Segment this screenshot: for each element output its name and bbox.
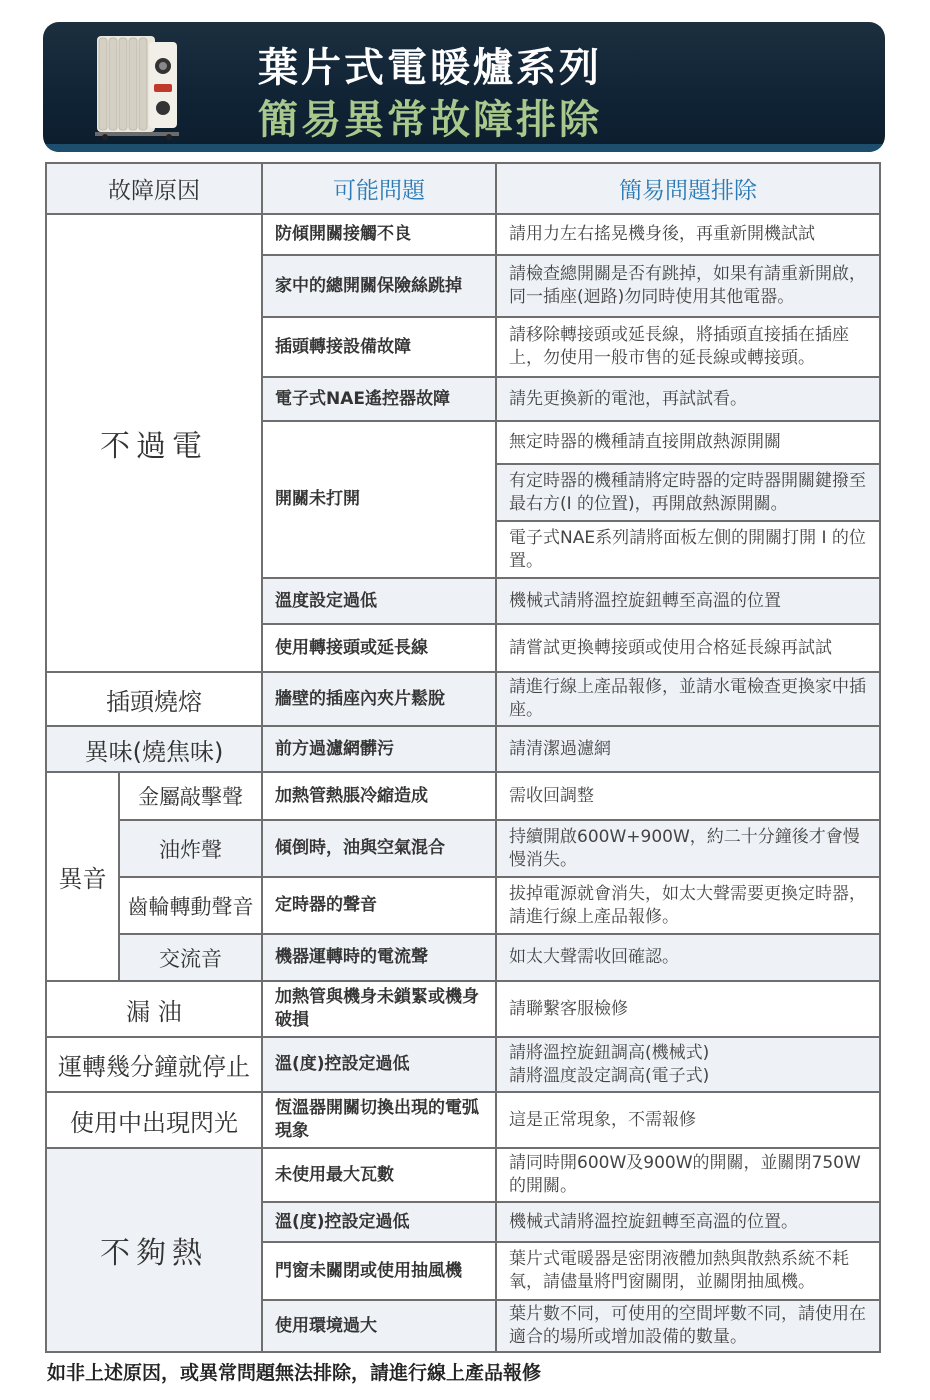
problem-cell: 牆壁的插座內夾片鬆脫: [262, 672, 496, 726]
problem-cell: 溫(度)控設定過低: [262, 1202, 496, 1242]
solution-line: 請將溫度設定調高(電子式): [509, 1065, 710, 1086]
problem-cell: 加熱管與機身未鎖緊或機身破損: [262, 981, 496, 1037]
problem-cell: 電子式NAE遙控器故障: [262, 377, 496, 421]
problem-cell: 防傾開關接觸不良: [262, 214, 496, 255]
solution-cell: 機械式請將溫控旋鈕轉至高溫的位置: [496, 578, 880, 624]
cause-cell: 異味(燒焦味): [46, 726, 262, 772]
solution-cell: 這是正常現象，不需報修: [496, 1092, 880, 1148]
problem-cell: 定時器的聲音: [262, 877, 496, 934]
table-row: [46, 934, 880, 981]
cause-cell: 不過電: [46, 214, 262, 672]
table-row: [46, 672, 880, 726]
solution-cell: [496, 1037, 880, 1092]
table-row: [46, 981, 880, 1037]
column-header-problem: 可能問題: [262, 163, 496, 214]
column-header-solution: 簡易問題排除: [496, 163, 880, 214]
problem-cell: 傾倒時，油與空氣混合: [262, 820, 496, 877]
sub-cause-cell: 金屬敲擊聲: [119, 772, 262, 820]
table-row: [46, 820, 880, 877]
table-row: [46, 877, 880, 934]
solution-cell: 請聯繫客服檢修: [496, 981, 880, 1037]
title-line-2: 簡易異常故障排除: [258, 97, 602, 143]
problem-cell: 門窗未關閉或使用抽風機: [262, 1242, 496, 1300]
solution-cell: 請嘗試更換轉接頭或使用合格延長線再試試: [496, 624, 880, 672]
cause-cell: 漏 油: [46, 981, 262, 1037]
problem-cell: 使用環境過大: [262, 1300, 496, 1352]
problem-cell: 使用轉接頭或延長線: [262, 624, 496, 672]
problem-cell: 開關未打開: [262, 421, 496, 578]
table-row: [46, 772, 880, 820]
troubleshooting-table: [45, 162, 881, 1353]
sub-cause-cell: 齒輪轉動聲音: [119, 877, 262, 934]
cause-cell: 異音: [46, 772, 119, 981]
cause-cell: 運轉幾分鐘就停止: [46, 1037, 262, 1092]
oil-heater-icon: [95, 32, 195, 140]
problem-cell: 插頭轉接設備故障: [262, 317, 496, 377]
solution-cell: 請同時開600W及900W的開關，並關閉750W的開關。: [496, 1148, 880, 1202]
table-row: [46, 1092, 880, 1148]
table-row: [46, 214, 880, 255]
solution-cell: 請進行線上產品報修，並請水電檢查更換家中插座。: [496, 672, 880, 726]
problem-cell: 機器運轉時的電流聲: [262, 934, 496, 981]
table-row: [46, 726, 880, 772]
solution-cell: 葉片式電暖器是密閉液體加熱與散熱系統不耗氧，請儘量將門窗關閉，並關閉抽風機。: [496, 1242, 880, 1300]
table-row: [46, 1148, 880, 1202]
problem-cell: 加熱管熱脹冷縮造成: [262, 772, 496, 820]
solution-cell: 葉片數不同，可使用的空間坪數不同，請使用在適合的場所或增加設備的數量。: [496, 1300, 880, 1352]
problem-cell: 溫(度)控設定過低: [262, 1037, 496, 1092]
sub-cause-cell: 交流音: [119, 934, 262, 981]
cause-cell: 插頭燒熔: [46, 672, 262, 726]
problem-cell: 溫度設定過低: [262, 578, 496, 624]
solution-cell: 請清潔過濾網: [496, 726, 880, 772]
column-header-cause: 故障原因: [46, 163, 262, 214]
solution-cell: 拔掉電源就會消失，如太大聲需要更換定時器，請進行線上產品報修。: [496, 877, 880, 934]
problem-cell: 未使用最大瓦數: [262, 1148, 496, 1202]
solution-cell: 請用力左右搖晃機身後，再重新開機試試: [496, 214, 880, 255]
header-banner: [43, 22, 885, 152]
problem-cell: 家中的總開關保險絲跳掉: [262, 255, 496, 317]
title-line-1: 葉片式電暖爐系列: [258, 45, 602, 91]
solution-cell: 請檢查總開關是否有跳掉，如果有請重新開啟，同一插座(迴路)勿同時使用其他電器。: [496, 255, 880, 317]
footer-note: 如非上述原因，或異常問題無法排除，請進行線上產品報修: [47, 1362, 542, 1384]
solution-cell: 需收回調整: [496, 772, 880, 820]
problem-cell: 恆溫器開關切換出現的電弧現象: [262, 1092, 496, 1148]
cause-cell: 不夠熱: [46, 1148, 262, 1352]
solution-cell: 請先更換新的電池，再試試看。: [496, 377, 880, 421]
sub-cause-cell: 油炸聲: [119, 820, 262, 877]
solution-cell: 機械式請將溫控旋鈕轉至高溫的位置。: [496, 1202, 880, 1242]
problem-cell: 前方過濾網髒污: [262, 726, 496, 772]
solution-cell: 如太大聲需收回確認。: [496, 934, 880, 981]
solution-line: 請將溫控旋鈕調高(機械式): [509, 1042, 710, 1063]
solution-cell: 電子式NAE系列請將面板左側的開關打開 I 的位置。: [496, 521, 880, 578]
solution-cell: 有定時器的機種請將定時器的定時器開關鍵撥至最右方(Ⅰ 的位置)，再開啟熱源開關。: [496, 464, 880, 521]
solution-cell: 請移除轉接頭或延長線，將插頭直接插在插座上，勿使用一般市售的延長線或轉接頭。: [496, 317, 880, 377]
table-row: [46, 1037, 880, 1092]
solution-cell: 無定時器的機種請直接開啟熱源開關: [496, 421, 880, 464]
solution-cell: 持續開啟600W+900W，約二十分鐘後才會慢慢消失。: [496, 820, 880, 877]
table-header-row: [46, 163, 880, 214]
cause-cell: 使用中出現閃光: [46, 1092, 262, 1148]
